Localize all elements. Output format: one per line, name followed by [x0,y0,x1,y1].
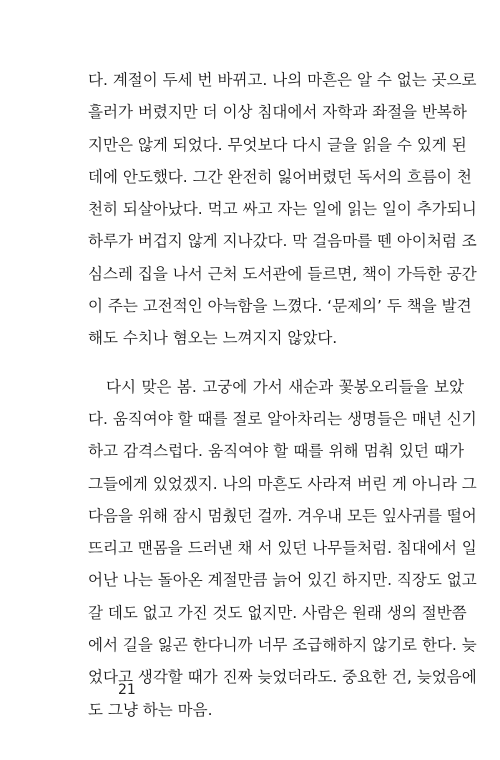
body-text [88,64,477,726]
text-line: 이 주는 고전적인 아늑함을 느꼈다. ‘문제의’ 두 책을 발견 [88,297,472,316]
text-line: 하고 감격스럽다. 움직여야 할 때를 위해 멈춰 있던 때가 [88,442,464,461]
text-line: 었다고 생각할 때가 진짜 늦었더라도. 중요한 건, 늦었음에 [88,668,477,687]
text-line: 천히 되살아났다. 먹고 싸고 자는 일에 읽는 일이 추가되니 [88,200,477,219]
text-line: 다음을 위해 잠시 멈췄던 걸까. 겨우내 모든 잎사귀를 떨어 [88,506,477,525]
text-line: 해도 수치나 혐오는 느껴지지 않았다. [88,329,338,348]
page-number: 21 [118,682,136,698]
text-line: 에서 길을 잃곤 한다니까 너무 조급해하지 않기로 한다. 늦 [88,636,477,655]
paragraph-2 [88,371,477,726]
text-line: 하루가 버겁지 않게 지나갔다. 막 걸음마를 뗀 아이처럼 조 [88,232,477,251]
text-line: 다. 계절이 두세 번 바뀌고. 나의 마흔은 알 수 없는 곳으로 [88,71,477,89]
text-line: 지만은 않게 되었다. 무엇보다 다시 글을 읽을 수 있게 된 [88,135,467,154]
text-line: 그들에게 있었겠지. 나의 마흔도 사라져 버린 게 아니라 그 [88,474,477,493]
paragraph-gap [88,355,464,371]
text-line: 다시 맞은 봄. 고궁에 가서 새순과 꽃봉오리들을 보았 [106,377,464,396]
paragraph-1 [88,64,477,355]
text-line: 어난 나는 돌아온 계절만큼 늙어 있긴 하지만. 직장도 없고 [88,571,477,590]
text-line: 뜨리고 맨몸을 드러낸 채 서 있던 나무들처럼. 침대에서 일 [88,539,477,558]
text-line: 도 그냥 하는 마음. [88,700,213,719]
text-line: 심스레 집을 나서 근처 도서관에 들르면, 책이 가득한 공간 [88,264,477,283]
text-line: 다. 움직여야 할 때를 절로 알아차리는 생명들은 매년 신기 [88,409,477,428]
text-line: 데에 안도했다. 그간 완전히 잃어버렸던 독서의 흐름이 천 [88,167,472,186]
text-line: 흘러가 버렸지만 더 이상 침대에서 자학과 좌절을 반복하 [88,103,467,122]
text-line: 갈 데도 없고 가진 것도 없지만. 사람은 원래 생의 절반쯤 [88,603,467,622]
